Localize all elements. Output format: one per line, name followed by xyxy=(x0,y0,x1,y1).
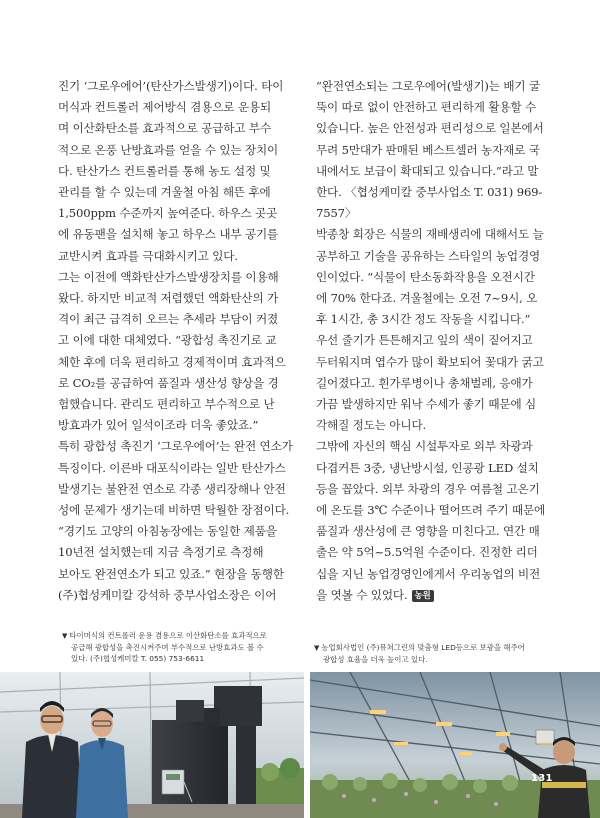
caption-line: 있다. (주)협성케미칼 T. 055) 753-6611 xyxy=(71,654,205,663)
text-line: 왔다. 하지만 비교적 저렴했던 액화탄산의 가 xyxy=(58,291,279,306)
text-line: 1,500ppm 수준까지 높여준다. 하우스 곳곳 xyxy=(58,206,278,221)
text-line: 고 이에 대한 대체였다. “광합성 촉진기로 교 xyxy=(58,333,277,348)
caption-marker-icon: ▼ xyxy=(314,644,320,652)
text-line: 에 유동팬을 설치해 놓고 하우스 내부 공기를 xyxy=(58,227,279,242)
text-line: 성에 문제가 생기는데 비하면 탁월한 장점이다. xyxy=(58,503,290,518)
final-line-text: 을 엿볼 수 있었다. xyxy=(316,587,408,602)
caption-marker-icon: ▼ xyxy=(62,632,68,640)
text-line: 우선 줄기가 튼튼해지고 잎의 색이 짙어지고 xyxy=(316,333,533,348)
left-paragraph-2 xyxy=(58,267,300,437)
text-line: 두터워지며 엽수가 많이 확보되어 꽃대가 굵고 xyxy=(316,354,544,369)
text-line: 다. 탄산가스 컨트롤러를 통해 농도 설정 및 xyxy=(58,163,271,178)
caption-line: 공급해 광합성을 촉진시켜주며 부수적으로 난방효과도 볼 수 xyxy=(71,643,264,652)
photo-illustration xyxy=(310,672,600,818)
text-line: 공부하고 기술을 공유하는 스타일의 농업경영 xyxy=(316,248,541,263)
text-line: 체한 후에 더욱 편리하고 경제적이며 효과적으 xyxy=(58,354,286,369)
text-line: 품질과 생산성에 큰 영향을 미친다고. 연간 매 xyxy=(316,524,540,539)
photo-illustration xyxy=(0,672,304,818)
text-line: 적으로 온풍 난방효과를 얻을 수 있는 장치이 xyxy=(58,142,279,157)
text-line: 후 1시간, 총 3시간 정도 작동을 시킵니다.” xyxy=(316,312,531,327)
text-line: 험했습니다. 관리도 편리하고 부수적으로 난 xyxy=(58,397,275,412)
text-line: 에 70% 한다죠. 겨울철에는 오전 7~9시, 오 xyxy=(316,291,538,306)
end-of-article-badge: 농원 xyxy=(412,590,434,602)
text-line: “경기도 고양의 아침농장에는 동일한 제품을 xyxy=(58,524,277,539)
text-line: 뚝이 따로 없이 안전하고 편리하게 활용할 수 xyxy=(316,100,537,115)
left-paragraph-1 xyxy=(58,76,300,267)
text-line: 박종창 회장은 식물의 재배생리에 대해서도 늘 xyxy=(316,227,544,242)
text-line: 가끔 발생하지만 워낙 수세가 좋기 때문에 심 xyxy=(316,397,537,412)
text-line: 특징이다. 이른바 대포식이라는 일반 탄산가스 xyxy=(58,460,286,475)
text-line: 한다. 〈협성케미칼 중부사업소 T. 031) 969- xyxy=(316,185,543,200)
text-line: 격이 최근 급격히 오르는 추세라 부담이 커졌 xyxy=(58,312,279,327)
text-line: 교반시켜 효과를 극대화시키고 있다. xyxy=(58,248,238,263)
left-photo-caption xyxy=(62,630,306,664)
text-line: 로 CO₂를 공급하여 품질과 생산성 향상을 경 xyxy=(58,375,279,390)
right-paragraph-2 xyxy=(316,224,558,436)
text-line: 있습니다. 높은 안전성과 편리성으로 일본에서 xyxy=(316,121,544,136)
text-line: 다겹커튼 3중, 냉난방시설, 인공광 LED 설치 xyxy=(316,460,539,475)
text-line: 각해질 정도는 아니다. xyxy=(316,418,427,433)
text-line: 보아도 완전연소가 되고 있죠.” 현장을 동행한 xyxy=(58,566,284,581)
left-paragraph-3 xyxy=(58,436,300,606)
text-line: 인이었다. “식물이 탄소동화작용을 오전시간 xyxy=(316,269,535,284)
text-line: “완전연소되는 그로우에어(발생기)는 배기 굴 xyxy=(316,79,541,93)
text-line: 그는 이전에 액화탄산가스발생장치를 이용해 xyxy=(58,269,279,284)
text-line: 등을 꼽았다. 외부 차광의 경우 여름철 고온기 xyxy=(316,481,540,496)
text-line: 10년전 설치했는데 지금 측정기로 측정해 xyxy=(58,545,264,560)
caption-line xyxy=(62,630,306,642)
text-line: 내에서도 보급이 확대되고 있습니다.”라고 말 xyxy=(316,163,539,178)
right-photo-caption xyxy=(314,642,584,665)
text-line: 관리를 할 수 있는데 겨울철 아침 해뜬 후에 xyxy=(58,185,271,200)
text-line: 그밖에 자신의 핵심 시설투자로 외부 차광과 xyxy=(316,439,533,454)
right-paragraph-1 xyxy=(316,76,558,224)
text-line: 방효과가 있어 일석이조라 더욱 좋았죠.” xyxy=(58,418,259,433)
text-line: 특히 광합성 촉진기 ‘그로우에어’는 완전 연소가 xyxy=(58,439,293,454)
text-line: 에 온도를 3℃ 수준이나 떨어뜨려 주기 때문에 xyxy=(316,503,546,518)
photo-greenhouse-co2-generator xyxy=(0,672,304,818)
right-article-column xyxy=(316,76,558,606)
text-line: 며 이산화탄소를 효과적으로 공급하고 부수 xyxy=(58,121,272,136)
left-article-column xyxy=(58,76,300,606)
caption-line: 광합성 효율을 더욱 높이고 있다. xyxy=(323,655,428,664)
text-line: 십을 지닌 농업경영인에게서 우리농업의 비전 xyxy=(316,566,541,581)
text-line: 진기 ‘그로우에어’(탄산가스발생기)이다. 타이 xyxy=(58,79,284,93)
right-paragraph-3 xyxy=(316,436,558,606)
page-number: 131 xyxy=(531,773,553,784)
text-line xyxy=(316,585,564,606)
text-line: 발생기는 불완전 연소로 각종 생리장해나 안전 xyxy=(58,481,286,496)
text-line: 길어졌다고. 흰가루병이나 총채벌레, 응애가 xyxy=(316,375,533,390)
text-line: (주)협성케미칼 강석하 중부사업소장은 이어 xyxy=(58,587,277,602)
text-line: 출은 약 5억~5.5억원 수준이다. 진정한 리더 xyxy=(316,545,538,560)
photo-greenhouse-led-lighting xyxy=(310,672,600,818)
caption-text: 농업회사법인 (주)뮤쳐그린의 맞춤형 LED등으로 보광을 해주어 xyxy=(321,643,525,652)
text-line: 7557〉 xyxy=(316,206,357,221)
caption-text: 타이머식의 컨트롤러 운용 겸용으로 이산화탄소를 효과적으로 xyxy=(69,631,267,640)
text-line: 무려 5만대가 판매된 베스트셀러 농자재로 국 xyxy=(316,142,540,157)
text-line: 머식과 컨트롤러 제어방식 겸용으로 운용되 xyxy=(58,100,272,115)
caption-line xyxy=(314,642,584,654)
